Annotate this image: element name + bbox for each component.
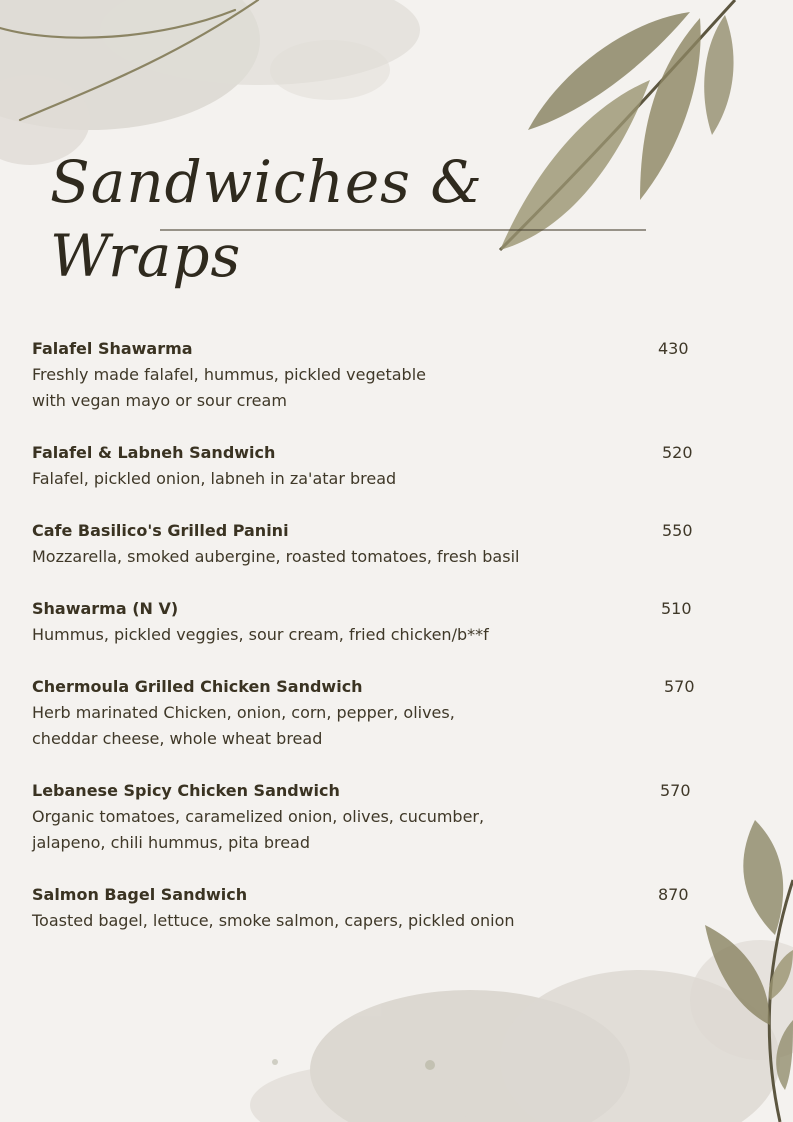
menu-title-line-1: Sandwiches & [50,148,483,216]
menu-item-description: Freshly made falafel, hummus, pickled vegetable with vegan mayo or sour cream [32,365,426,410]
menu-item [32,596,712,674]
menu-item [32,518,712,596]
menu-item [32,882,712,960]
menu-item-price: 510 [661,599,692,618]
menu-item-description: Herb marinated Chicken, onion, corn, pepper, olives, cheddar cheese, whole wheat bread [32,703,455,748]
watercolor-wash-top [0,0,420,165]
menu-item-name: Shawarma (N V) [32,599,179,618]
menu-item-price: 430 [658,339,689,358]
menu-item-name: Lebanese Spicy Chicken Sandwich [32,781,340,800]
menu-item-price: 870 [658,885,689,904]
menu-item-name: Falafel & Labneh Sandwich [32,443,276,462]
menu-item-description: Falafel, pickled onion, labneh in za'atar bread [32,469,397,488]
menu-item-price: 570 [664,677,695,696]
menu-item [32,778,712,882]
menu-item-description: Organic tomatoes, caramelized onion, olives, cucumber, jalapeno, chili hummus, pita bread [32,807,485,852]
menu-item-price: 550 [662,521,693,540]
menu-list [32,336,712,960]
menu-item-price: 520 [662,443,693,462]
menu-item-description: Toasted bagel, lettuce, smoke salmon, capers, pickled onion [32,911,515,930]
leaf-branch-top-right [500,0,735,250]
watercolor-wash-bottom [250,940,793,1122]
menu-item-name: Cafe Basilico's Grilled Panini [32,521,289,540]
menu-item [32,674,712,778]
menu-item-name: Falafel Shawarma [32,339,193,358]
menu-item-price: 570 [660,781,691,800]
menu-item [32,336,712,440]
menu-item [32,440,712,518]
menu-item-name: Salmon Bagel Sandwich [32,885,248,904]
menu-title-line-2: Wraps [50,222,242,290]
menu-item-description: Hummus, pickled veggies, sour cream, fried chicken/b**f [32,625,489,644]
menu-item-description: Mozzarella, smoked aubergine, roasted tomatoes, fresh basil [32,547,520,566]
menu-item-name: Chermoula Grilled Chicken Sandwich [32,677,363,696]
